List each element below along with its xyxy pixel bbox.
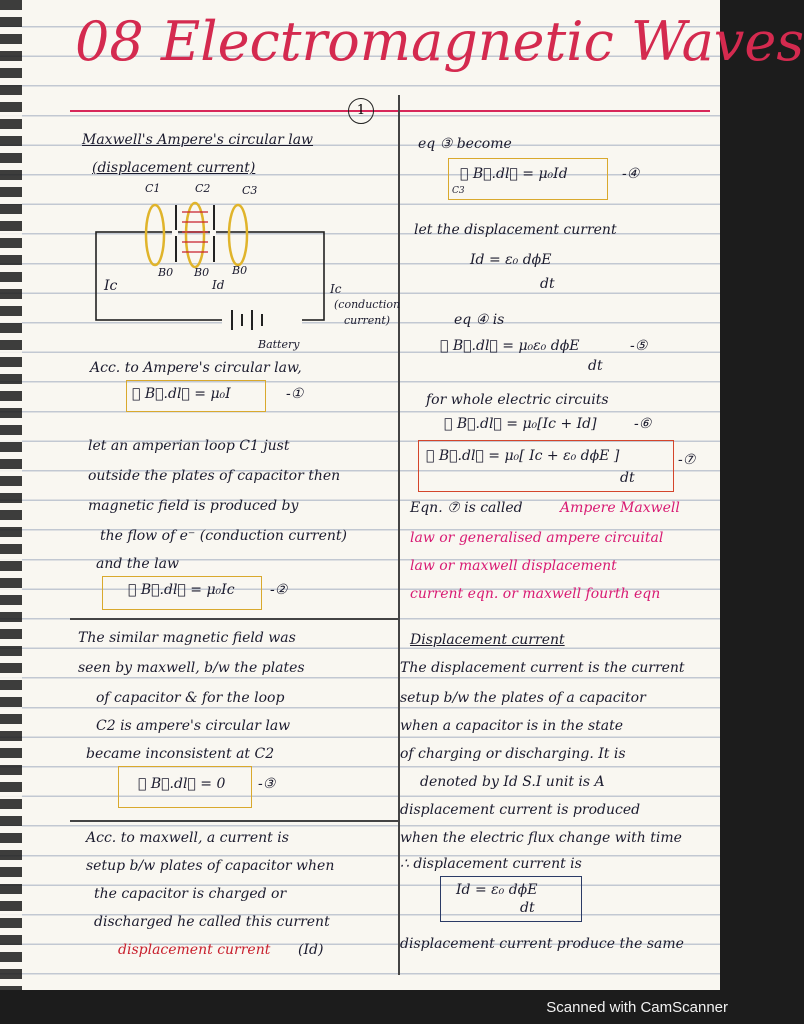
displacement-current-equation: Id = ε₀ dϕE (470, 252, 552, 268)
section-subheading: (displacement current) (92, 160, 256, 176)
note-line: displacement current is produced (400, 802, 641, 818)
equation-7: ∮ B⃗.dl⃗ = μ₀[ Ic + ε₀ dϕE ] (426, 448, 620, 464)
equation-3: ∮ B⃗.dl⃗ = 0 (138, 776, 226, 792)
equation-number: -⑦ (678, 452, 696, 468)
note-line: of charging or discharging. It is (400, 746, 626, 762)
highlighted-term: law or maxwell displacement (410, 558, 617, 574)
equation-number: -② (270, 582, 288, 598)
note-line: Acc. to maxwell, a current is (86, 830, 289, 846)
note-line: denoted by Id S.I unit is A (420, 774, 605, 790)
note-line: The displacement current is the current (400, 660, 685, 676)
equation-5: ∮ B⃗.dl⃗ = μ₀ε₀ dϕE (440, 338, 580, 354)
loop-subscript: C3 (452, 186, 465, 196)
conduction-label: (conduction (334, 298, 401, 311)
equation-4: ∮ B⃗.dl⃗ = μ₀Id (460, 166, 568, 182)
highlighted-term: displacement current (118, 942, 271, 958)
note-line: The similar magnetic field was (78, 630, 296, 646)
note-line: the flow of e⁻ (conduction current) (100, 528, 347, 544)
fraction-denominator: dt (520, 900, 535, 916)
note-line: let the displacement current (414, 222, 617, 238)
equation-number: -③ (258, 776, 276, 792)
section-heading: Displacement current (410, 632, 565, 648)
current-label-id: Id (212, 278, 225, 292)
note-line: C2 is ampere's circular law (96, 718, 291, 734)
note-line: when the electric flux change with time (400, 830, 682, 846)
note-line: of capacitor & for the loop (96, 690, 285, 706)
note-line: magnetic field is produced by (88, 498, 299, 514)
note-line: when a capacitor is in the state (400, 718, 624, 734)
equation-1: ∮ B⃗.dl⃗ = μ₀I (132, 386, 231, 402)
note-line: setup b/w plates of capacitor when (86, 858, 335, 874)
note-line: discharged he called this current (94, 914, 330, 930)
battery-label: Battery (258, 338, 300, 351)
equation-number: -① (286, 386, 304, 402)
equation-2: ∮ B⃗.dl⃗ = μ₀Ic (128, 582, 235, 598)
equation-number: -⑤ (630, 338, 648, 354)
field-label-b: B0 (158, 266, 174, 279)
highlighted-term: law or generalised ampere circuital (410, 530, 664, 546)
equation-number: -⑥ (634, 416, 652, 432)
note-line: became inconsistent at C2 (86, 746, 275, 762)
note-line: seen by maxwell, b/w the plates (78, 660, 305, 676)
conduction-label: current) (344, 314, 391, 327)
loop-label-c3: C3 (242, 184, 258, 197)
highlighted-term: Ampere Maxwell (560, 500, 680, 516)
note-line: Eqn. ⑦ is called (410, 500, 523, 516)
fraction-denominator: dt (540, 276, 555, 292)
displacement-current-equation: Id = ε₀ dϕE (456, 882, 538, 898)
equation-6: ∮ B⃗.dl⃗ = μ₀[Ic + Id] (444, 416, 597, 432)
note-line: eq ④ is (454, 312, 505, 328)
loop-label-c2: C2 (195, 182, 211, 195)
fraction-denominator: dt (588, 358, 603, 374)
field-label-b: B0 (194, 266, 210, 279)
note-line: eq ③ become (418, 136, 512, 152)
note-line: setup b/w the plates of a capacitor (400, 690, 646, 706)
section-divider (70, 820, 400, 822)
note-line: displacement current produce the same (400, 936, 684, 952)
equation-number: -④ (622, 166, 640, 182)
current-label-ic: Ic (330, 282, 342, 296)
page-title: 08 Electromagnetic Waves (75, 10, 804, 73)
loop-label-c1: C1 (145, 182, 161, 195)
highlighted-term: current eqn. or maxwell fourth eqn (410, 586, 661, 602)
page-number: 1 (348, 98, 374, 124)
scanner-watermark: Scanned with CamScanner (546, 999, 728, 1016)
note-line: for whole electric circuits (426, 392, 609, 408)
current-label-ic: Ic (104, 278, 118, 294)
note-line: (Id) (298, 942, 324, 958)
fraction-denominator: dt (620, 470, 635, 486)
note-line: Acc. to Ampere's circular law, (90, 360, 302, 376)
section-divider (70, 618, 400, 620)
section-heading: Maxwell's Ampere's circular law (82, 132, 314, 148)
note-line: let an amperian loop C1 just (88, 438, 290, 454)
note-line: ∴ displacement current is (400, 856, 582, 872)
field-label-b: B0 (232, 264, 248, 277)
note-line: outside the plates of capacitor then (88, 468, 341, 484)
note-line: and the law (96, 556, 179, 572)
note-line: the capacitor is charged or (94, 886, 287, 902)
